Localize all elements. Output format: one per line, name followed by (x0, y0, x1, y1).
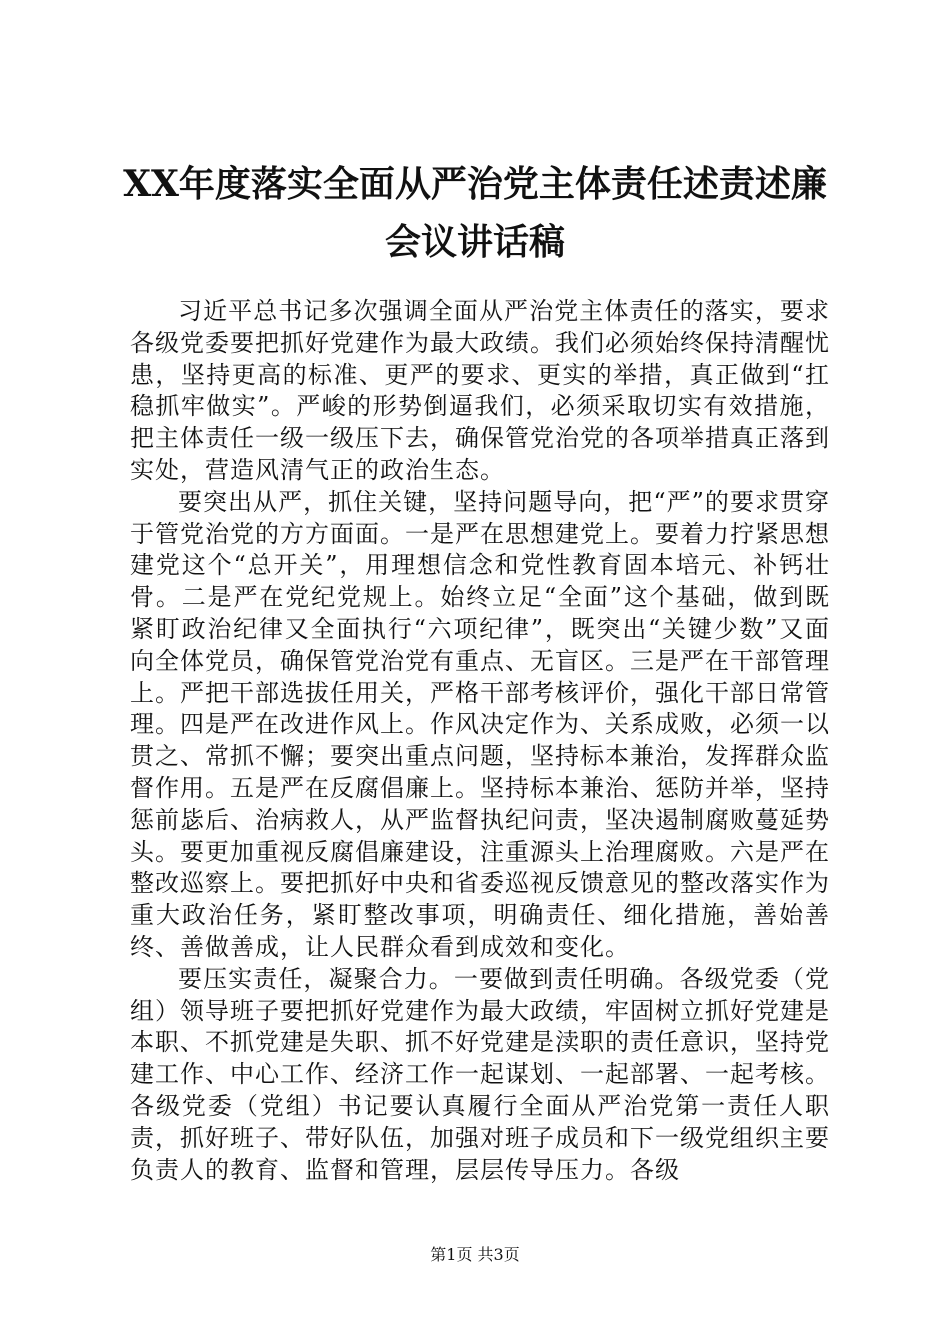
paragraph-strict-governance: 要突出从严，抓住关键，坚持问题导向，把“严”的要求贯穿于管党治党的方方面面。一是严在思想建党上。要着力拧紧思想建党这个“总开关”，用理想信念和党性教育固本培元、补钙壮骨。二是严在党纪党规上。始终立足“全面”这个基础，做到既紧盯政治纪律又全面执行“六项纪律”，既突出“关键少数”又面向全体党员，确保管党治党有重点、无盲区。三是严在干部管理上。严把干部选拔任用关，严格干部考核评价，强化干部日常管理。四是严在改进作风上。作风决定作为、关系成败，必须一以贯之、常抓不懈；要突出重点问题，坚持标本兼治，发挥群众监督作用。五是严在反腐倡廉上。坚持标本兼治、惩防并举，坚持惩前毖后、治病救人，从严监督执纪问责，坚决遏制腐败蔓延势头。要更加重视反腐倡廉建设，注重源头上治理腐败。六是严在整改巡察上。要把抓好中央和省委巡视反馈意见的整改落实作为重大政治任务，紧盯整改事项，明确责任、细化措施，善始善终、善做善成，让人民群众看到成效和变化。 (130, 487, 830, 961)
paragraph-responsibility: 要压实责任，凝聚合力。一要做到责任明确。各级党委（党组）领导班子要把抓好党建作为最大政绩，牢固树立抓好党建是本职、不抓党建是失职、抓不好党建是渎职的责任意识，坚持党建工作、中心工作、经济工作一起谋划、一起部署、一起考核。各级党委（党组）书记要认真履行全面从严治党第一责任人职责，抓好班子、带好队伍，加强对班子成员和下一级党组织主要负责人的教育、监督和管理，层层传导压力。各级 (130, 964, 830, 1184)
page-number-footer: 第1页 共3页 (430, 1245, 520, 1264)
document-title-line-2: 会议讲话稿 (384, 221, 565, 263)
document-body (130, 296, 830, 1186)
document-title-line-1: XX年度落实全面从严治党主体责任述责述廉 (123, 163, 827, 205)
paragraph-intro: 习近平总书记多次强调全面从严治党主体责任的落实，要求各级党委要把抓好党建作为最大政绩。我们必须始终保持清醒忧患，坚持更高的标准、更严的要求、更实的举措，真正做到“扛稳抓牢做实”。严峻的形势倒逼我们，必须采取切实有效措施，把主体责任一级一级压下去，确保管党治党的各项举措真正落到实处，营造风清气正的政治生态。 (130, 297, 830, 484)
